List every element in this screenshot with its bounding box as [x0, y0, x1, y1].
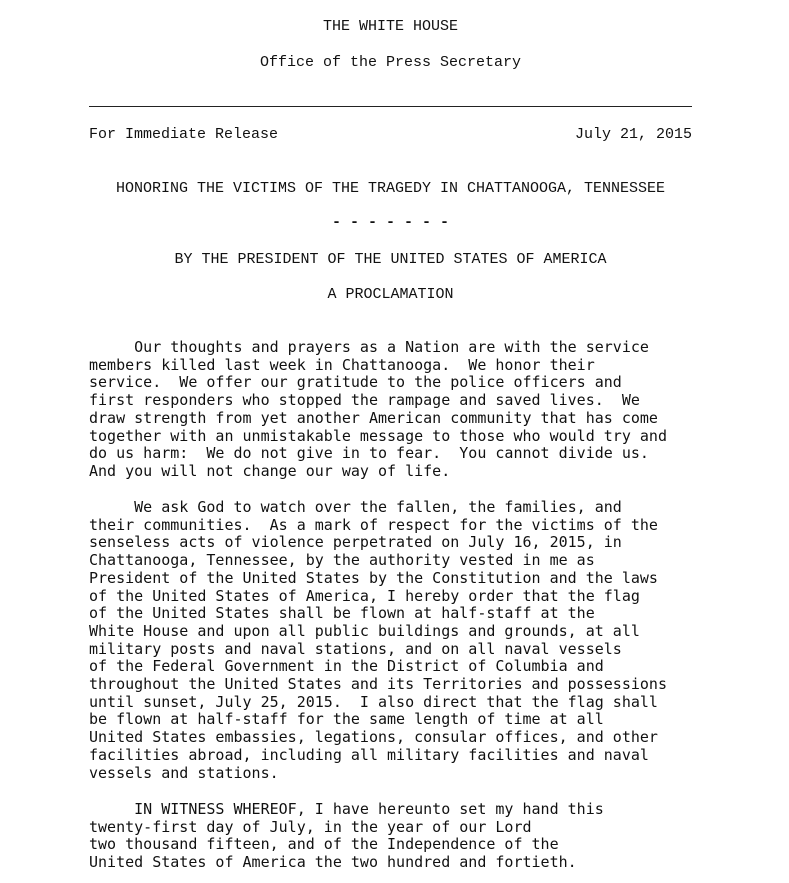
paragraph-1: Our thoughts and prayers as a Nation are with the service members killed last week in Chattanooga. We honor their service. We offer our gratitude to the police officers and first responders who stopped the rampage and saved lives. We draw strength from yet another American community that has come together with an unmistakable message to those who would try and do us harm: We do not give in to fear. You cannot divide us. And you will not change our way of life. — [89, 338, 667, 480]
document-type: A PROCLAMATION — [327, 286, 454, 303]
header-divider — [89, 106, 692, 107]
paragraph-3: IN WITNESS WHEREOF, I have hereunto set my hand this twenty-first day of July, in the year of our Lord two thousand fifteen, and of the Independence of the United States of America the two hundred and fortieth. — [89, 800, 604, 872]
byline: BY THE PRESIDENT OF THE UNITED STATES OF AMERICA — [174, 251, 607, 268]
paragraph-2: We ask God to watch over the fallen, the families, and their communities. As a mark of respect for the victims of the senseless acts of violence perpetrated on July 16, 2015, in Chattanooga, Tennessee, by the authority vested in me as President of the United States by the Constitution and the laws of the United States of America, I hereby order that the flag of the United States shall be flown at half-staff at the White House and upon all public buildings and grounds, at all military posts and naval stations, and on all naval vessels of the Federal Government in the District of Columbia and throughout the United States and its Territories and possessions until sunset, July 25, 2015. I also direct that the flag shall be flown at half-staff for the same length of time at all United States embassies, legations, consular offices, and other facilities abroad, including all military facilities and naval vessels and stations. — [89, 498, 667, 782]
release-label: For Immediate Release — [89, 126, 279, 143]
office-heading: Office of the Press Secretary — [259, 54, 522, 71]
proclamation-title: HONORING THE VICTIMS OF THE TRAGEDY IN CHATTANOOGA, TENNESSEE — [115, 180, 666, 197]
release-date: July 21, 2015 — [574, 126, 692, 143]
org-heading: THE WHITE HOUSE — [322, 18, 459, 35]
section-separator: - - - - - - - — [331, 214, 450, 231]
